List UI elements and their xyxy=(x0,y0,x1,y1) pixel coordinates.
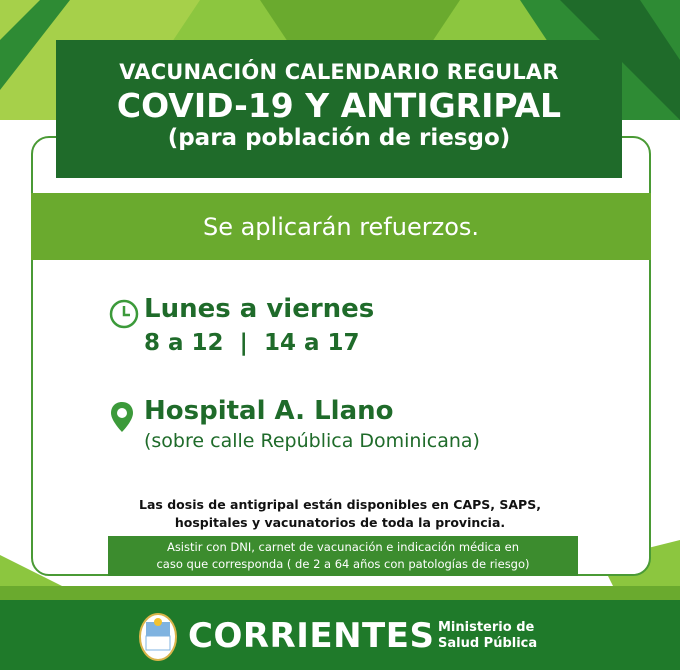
title-line-2: COVID-19 Y ANTIGRIPAL xyxy=(116,86,562,125)
ministry-line-2: Salud Pública xyxy=(438,636,538,651)
schedule-hours: 8 a 12 | 14 a 17 xyxy=(144,330,360,356)
location-pin-icon xyxy=(109,400,135,434)
clock-icon xyxy=(108,298,140,330)
schedule-icon-wrap xyxy=(108,298,140,334)
booster-band xyxy=(31,193,651,260)
title-line-1: VACUNACIÓN CALENDARIO REGULAR xyxy=(119,60,559,84)
location-detail: (sobre calle República Dominicana) xyxy=(144,430,480,452)
ministry-line-1: Ministerio de xyxy=(438,620,535,635)
location-icon-wrap xyxy=(109,400,135,438)
booster-text: Se aplicarán refuerzos. xyxy=(202,212,480,241)
availability-note xyxy=(0,496,680,532)
schedule-days: Lunes a viernes xyxy=(144,294,375,324)
availability-note-line-2: hospitales y vacunatorios de toda la provincia. xyxy=(174,515,506,530)
provincial-seal-icon xyxy=(138,612,178,666)
requirements-line-1: Asistir con DNI, carnet de vacunación e indicación médica en xyxy=(166,540,520,554)
requirements-line-2: caso que corresponda ( de 2 a 64 años con patologías de riesgo) xyxy=(156,557,530,571)
location-name: Hospital A. Llano xyxy=(144,396,394,426)
requirements-box xyxy=(108,536,578,576)
availability-note-line-1: Las dosis de antigripal están disponibles en CAPS, SAPS, xyxy=(139,497,541,512)
brand-name: CORRIENTES xyxy=(188,616,435,656)
title-line-3: (para población de riesgo) xyxy=(167,125,511,151)
title-box xyxy=(56,40,622,178)
ministry-name xyxy=(438,620,537,652)
